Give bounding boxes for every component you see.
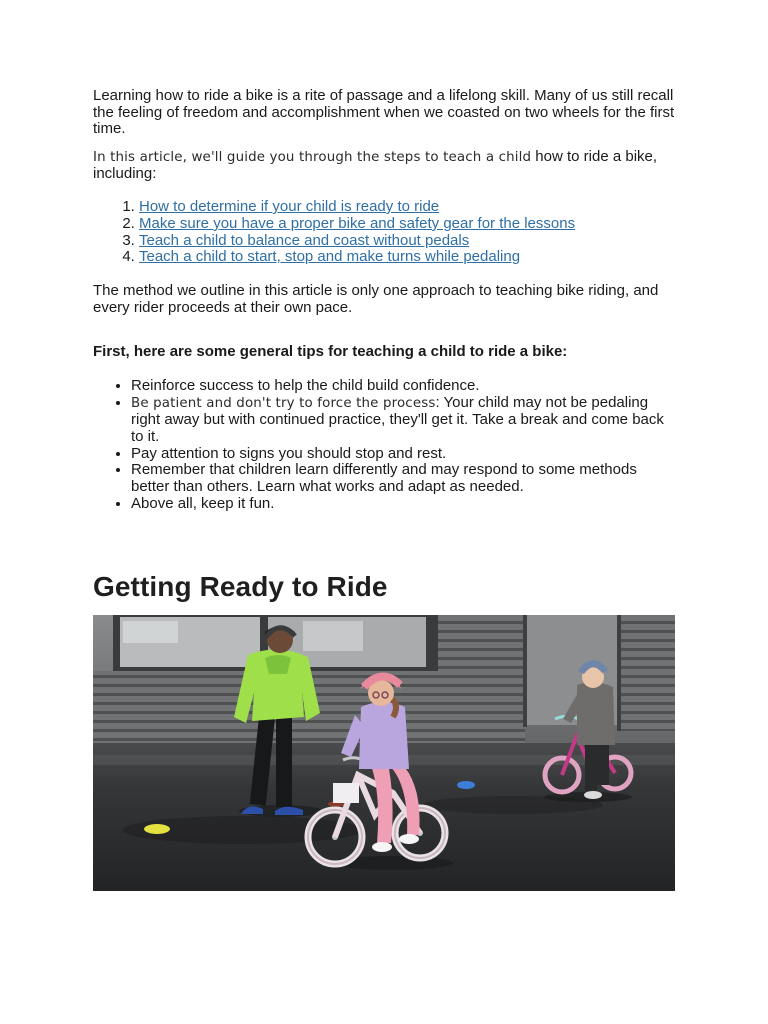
list-item	[139, 199, 675, 216]
tips-list	[93, 378, 675, 513]
list-item	[131, 496, 675, 513]
list-item	[131, 378, 675, 395]
tips-heading: First, here are some general tips for teaching a child to ride a bike:	[93, 343, 568, 361]
list-item	[131, 462, 675, 495]
step-link-ready[interactable]: How to determine if your child is ready to ride	[139, 197, 440, 215]
tip-adapt: Remember that children learn differently and may respond to some methods better than others. Learn what works and adapt as needed.	[131, 461, 637, 496]
tip-rest: Pay attention to signs you should stop and rest.	[131, 444, 447, 462]
photo-illustration	[93, 615, 675, 891]
kids-riding-photo	[93, 615, 675, 891]
article-body	[93, 88, 675, 513]
list-item	[139, 216, 675, 233]
tip-patience-rest: : Your child may not be pedaling right away but with continued practice, they'll get it. Take a break and come back to it.	[131, 393, 664, 446]
tip-patience-lead: Be patient and don't try to force the process	[131, 395, 436, 411]
step-link-balance[interactable]: Teach a child to balance and coast without pedals	[139, 231, 470, 249]
section-heading: Getting Ready to Ride	[93, 571, 388, 602]
article-overview-rest: how to ride a bike, including:	[93, 147, 658, 183]
step-link-gear[interactable]: Make sure you have a proper bike and safety gear for the lessons	[139, 214, 576, 232]
list-item	[131, 446, 675, 463]
list-item	[139, 233, 675, 250]
intro-paragraph: Learning how to ride a bike is a rite of passage and a lifelong skill. Many of us still recall the feeling of freedom and accomplishment when we coasted on two wheels for the first time.	[93, 87, 675, 138]
article-overview	[93, 149, 675, 183]
steps-list	[93, 199, 675, 266]
list-item	[131, 395, 675, 446]
article-overview-lead: In this article, we'll guide you through the steps to teach a child	[93, 149, 532, 165]
method-paragraph: The method we outline in this article is only one approach to teaching bike riding, and every rider proceeds at their own pace.	[93, 282, 659, 316]
list-item	[139, 249, 675, 266]
tip-fun: Above all, keep it fun.	[131, 494, 275, 512]
step-link-pedaling[interactable]: Teach a child to start, stop and make turns while pedaling	[139, 248, 521, 266]
tip-confidence: Reinforce success to help the child build confidence.	[131, 376, 480, 394]
